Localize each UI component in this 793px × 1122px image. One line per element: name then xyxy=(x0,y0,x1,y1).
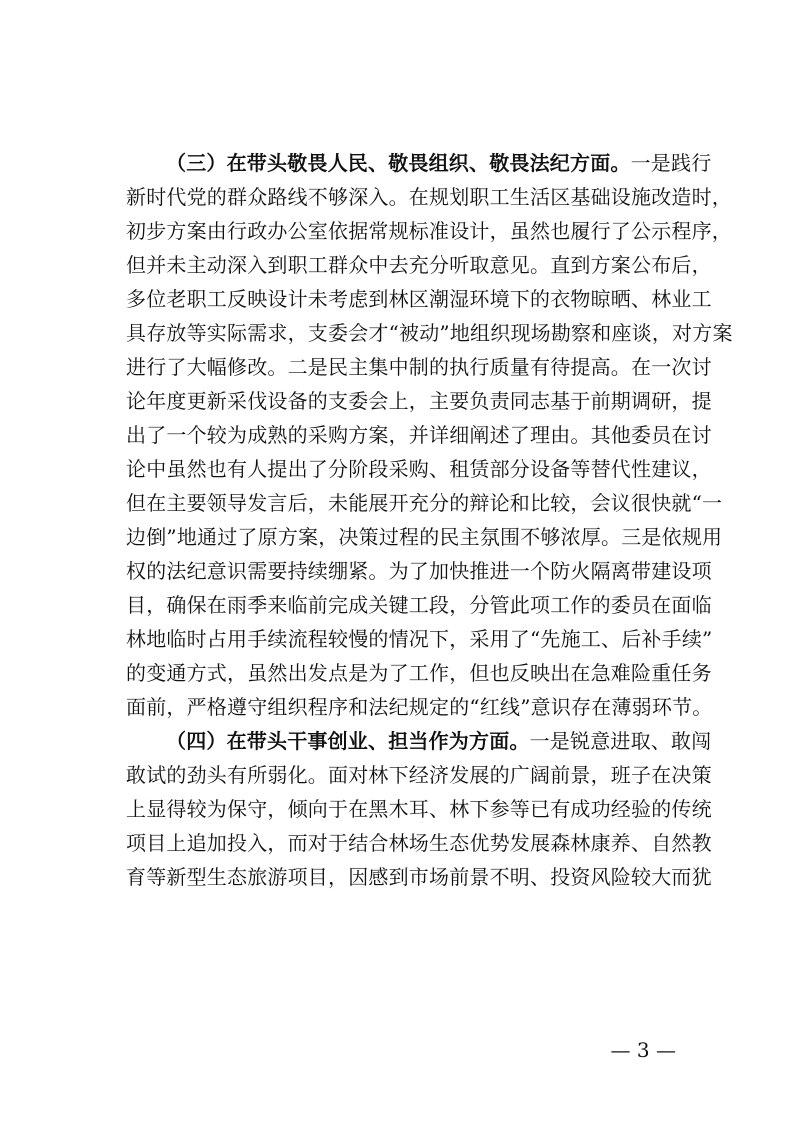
paragraph-line: 进行了大幅修改。二是民主集中制的执行质量有待提高。在一次讨 xyxy=(126,355,712,379)
paragraph-line: 初步方案由行政办公室依据常规标准设计，虽然也履行了公示程序， xyxy=(126,219,732,243)
paragraph-line: 林地临时占用手续流程较慢的情况下，采用了“先施工、后补手续” xyxy=(126,627,713,651)
paragraph-line: 但并未主动深入到职工群众中去充分听取意见。直到方案公布后， xyxy=(126,253,712,277)
paragraph-line: 边倒”地通过了原方案，决策过程的民主氛围不够浓厚。三是依规用 xyxy=(126,525,723,549)
paragraph-line: 上显得较为保守，倾向于在黑木耳、林下参等已有成功经验的传统 xyxy=(126,797,712,821)
paragraph-line: 项目上追加投入，而对于结合林场生态优势发展森林康养、自然教 xyxy=(126,831,712,855)
paragraph-line: 育等新型生态旅游项目，因感到市场前景不明、投资风险较大而犹 xyxy=(126,865,712,889)
paragraph-line: 具存放等实际需求，支委会才“被动”地组织现场勘察和座谈，对方案 xyxy=(126,321,733,345)
paragraph-line: 的变通方式，虽然出发点是为了工作，但也反映出在急难险重任务 xyxy=(126,661,712,685)
page-number: — 3 — xyxy=(610,1038,676,1062)
paragraph-line: 权的法纪意识需要持续绷紧。为了加快推进一个防火隔离带建设项 xyxy=(126,559,712,583)
paragraph-line: 新时代党的群众路线不够深入。在规划职工生活区基础设施改造时， xyxy=(126,185,732,209)
paragraph-line: （三）在带头敬畏人民、敬畏组织、敬畏法纪方面。一是践行 xyxy=(166,151,712,175)
paragraph-line: 多位老职工反映设计未考虑到林区潮湿环境下的衣物晾晒、林业工 xyxy=(126,287,712,311)
paragraph-line: 敢试的劲头有所弱化。面对林下经济发展的广阔前景，班子在决策 xyxy=(126,763,712,787)
paragraph-line: 但在主要领导发言后，未能展开充分的辩论和比较，会议很快就“一 xyxy=(126,491,723,515)
paragraph-line: 论中虽然也有人提出了分阶段采购、租赁部分设备等替代性建议， xyxy=(126,457,712,481)
section-heading: （四）在带头干事创业、担当作为方面。 xyxy=(166,729,530,753)
paragraph-line: 出了一个较为成熟的采购方案，并详细阐述了理由。其他委员在讨 xyxy=(126,423,712,447)
section-heading: （三）在带头敬畏人民、敬畏组织、敬畏法纪方面。 xyxy=(166,151,631,175)
paragraph-line: 目，确保在雨季来临前完成关键工段，分管此项工作的委员在面临 xyxy=(126,593,712,617)
paragraph-line: （四）在带头干事创业、担当作为方面。一是锐意进取、敢闯 xyxy=(166,729,712,753)
paragraph-line: 论年度更新采伐设备的支委会上，主要负责同志基于前期调研，提 xyxy=(126,389,712,413)
paragraph-line: 面前，严格遵守组织程序和法纪规定的“红线”意识存在薄弱环节。 xyxy=(126,695,713,719)
